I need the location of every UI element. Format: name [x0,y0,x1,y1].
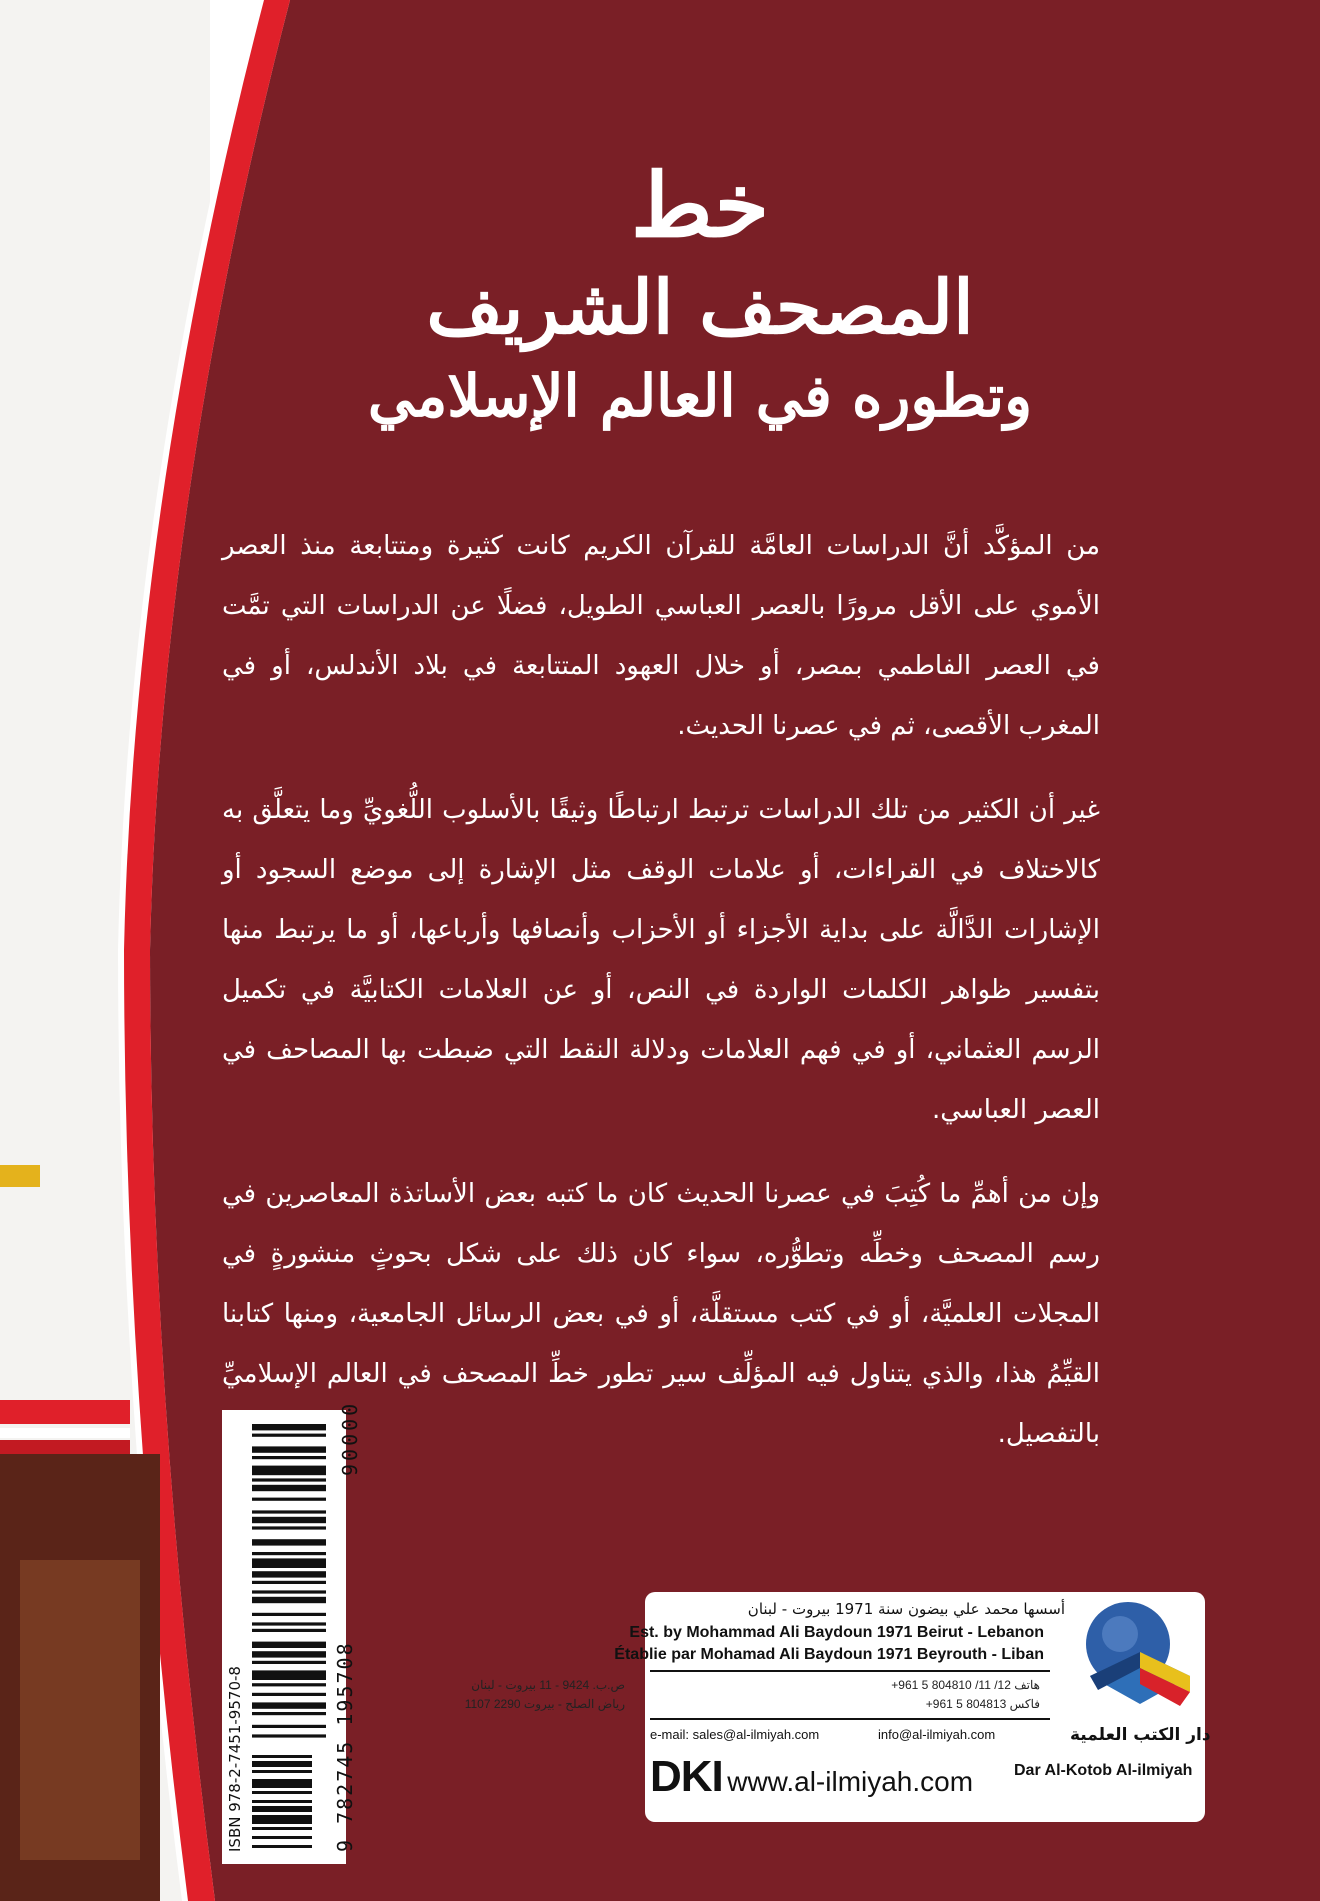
barcode-bar [252,1539,326,1545]
barcode-addon-bar [252,1815,312,1824]
barcode-addon-bar [252,1800,312,1803]
phone-number: هاتف 12/ 11/ 804810 5 961+ [891,1678,1040,1692]
fax-number: فاكس 804813 5 961+ [925,1697,1040,1711]
barcode-bar [252,1642,326,1648]
title-line-3: وتطوره في العالم الإسلامي [367,362,1033,430]
barcode-bar [252,1597,326,1603]
publisher-globe-logo [1080,1596,1200,1721]
publisher-established-ar: أسسها محمد علي بيضون سنة 1971 بيروت - لبنان [747,1600,1065,1618]
website-line [650,1752,973,1802]
barcode-addon-bar [252,1806,312,1812]
barcode-bar [252,1734,326,1737]
barcode-bar [252,1571,326,1577]
barcode-bar [252,1485,326,1491]
barcode-bar [252,1456,326,1459]
barcode-digits: 9 782745 195708 [333,1641,357,1852]
riad-address-ar: رياض الصلح - بيروت 2290 1107 [464,1697,625,1711]
ribbon-white [0,1428,130,1438]
barcode-addon-bar [252,1755,312,1758]
title-line-1: خط [631,153,769,257]
publisher-established-fr: Établie par Mohamad Ali Baydoun 1971 Beyrouth - Liban [614,1646,1044,1663]
barcode-bar [252,1683,326,1686]
barcode-bar [252,1702,326,1708]
barcode-bar [252,1661,326,1664]
barcode-bar [252,1712,326,1715]
barcode-bar [252,1670,326,1680]
back-cover-blurb [222,516,1100,1488]
publisher-divider-1 [650,1670,1050,1672]
barcode-bar [252,1622,326,1625]
barcode-bar [252,1558,326,1568]
barcode-addon-bar [252,1845,312,1848]
barcode-addon-bar [252,1827,312,1830]
barcode-bar [252,1466,326,1476]
barcode-bar [252,1552,326,1555]
barcode-bar [252,1613,326,1616]
barcode-bar [252,1651,326,1657]
publisher-name-ar: دار الكتب العلمية [1070,1725,1211,1745]
barcode-bar [252,1693,326,1696]
barcode-bar [252,1510,326,1513]
barcode-bar [252,1478,326,1481]
barcode-bar [252,1517,326,1523]
barcode-bar [252,1498,326,1501]
barcode-bar [252,1581,326,1584]
barcode-addon-bar [252,1770,312,1773]
barcode-bar [252,1434,326,1437]
ribbon-red-2 [0,1440,130,1454]
info-email[interactable]: info@al-ilmiyah.com [878,1727,996,1742]
publisher-name-en: Dar Al-Kotob Al-ilmiyah [1014,1762,1193,1779]
publisher-established-en: Est. by Mohammad Ali Baydoun 1971 Beirut - Lebanon [629,1624,1044,1641]
email-address[interactable]: e-mail: sales@al-ilmiyah.com [650,1727,820,1742]
yellow-accent [0,1165,40,1187]
manuscript-patch-detail [20,1560,140,1860]
barcode-bar [252,1629,326,1632]
barcode-bar [252,1526,326,1529]
barcode-addon-digits: 90000 [338,1400,362,1476]
barcode-addon-bar [252,1779,312,1788]
title-line-2: المصحف الشريف [426,265,974,351]
barcode-addon-bar [252,1836,312,1839]
barcode-bar [252,1590,326,1593]
blurb-paragraph-3: وإن من أهمِّ ما كُتِبَ في عصرنا الحديث كان ما كتبه بعض الأساتذة المعاصرين في رسم المصحف وخطِّه وتطوُّره، سواء كان ذلك على شكل بحوثٍ منشورةٍ في المجلات العلميَّة، أو في كتب مستقلَّة، أو في بعض الرسائل الجامعية، ومنها كتابنا القيِّمُ هذا، والذي يتناول فيه المؤلِّف سير تطور خطِّ المصحف في العالم الإسلاميِّ بالتفصيل. [222,1179,1100,1449]
barcode-bar [252,1424,326,1430]
barcode-addon-bar [252,1761,312,1767]
ribbon-red [0,1400,130,1424]
po-box-ar: ص.ب. 9424 - 11 بيروت - لبنان [471,1678,625,1692]
blurb-paragraph-1: من المؤكَّد أنَّ الدراسات العامَّة للقرآن الكريم كانت كثيرة ومتتابعة منذ العصر الأموي على الأقل مرورًا بالعصر العباسي الطويل، فضلًا عن الدراسات التي تمَّت في العصر الفاطمي بمصر، أو خلال العهود المتتابعة في بلاد الأندلس، أو في المغرب الأقصى، ثم في عصرنا الحديث. [222,531,1100,741]
barcode-bar [252,1725,326,1728]
blurb-paragraph-2: غير أن الكثير من تلك الدراسات ترتبط ارتباطًا وثيقًا بالأسلوب اللُّغويِّ وما يتعلَّق به كالاختلاف في القراءات، أو علامات الوقف مثل الإشارة إلى موضع السجود أو الإشارات الدَّالَّة على بداية الأجزاء أو الأحزاب وأنصافها وأرباعها، أو ما يرتبط منها بتفسير ظواهر الكلمات الواردة في النص، أو عن العلامات الكتابيَّة في تكميل الرسم العثماني، أو في فهم العلامات ودلالة النقط التي ضبطت بها المصاحف في العصر العباسي. [222,795,1100,1125]
publisher-divider-2 [650,1718,1050,1720]
website-url[interactable]: www.al-ilmiyah.com [727,1766,974,1797]
dki-logo-text: DKI [650,1752,723,1801]
barcode-addon-bar [252,1791,312,1794]
book-title [300,150,1100,436]
barcode-bar [252,1446,326,1452]
isbn-text: ISBN 978-2-7451-9570-8 [226,1666,244,1852]
